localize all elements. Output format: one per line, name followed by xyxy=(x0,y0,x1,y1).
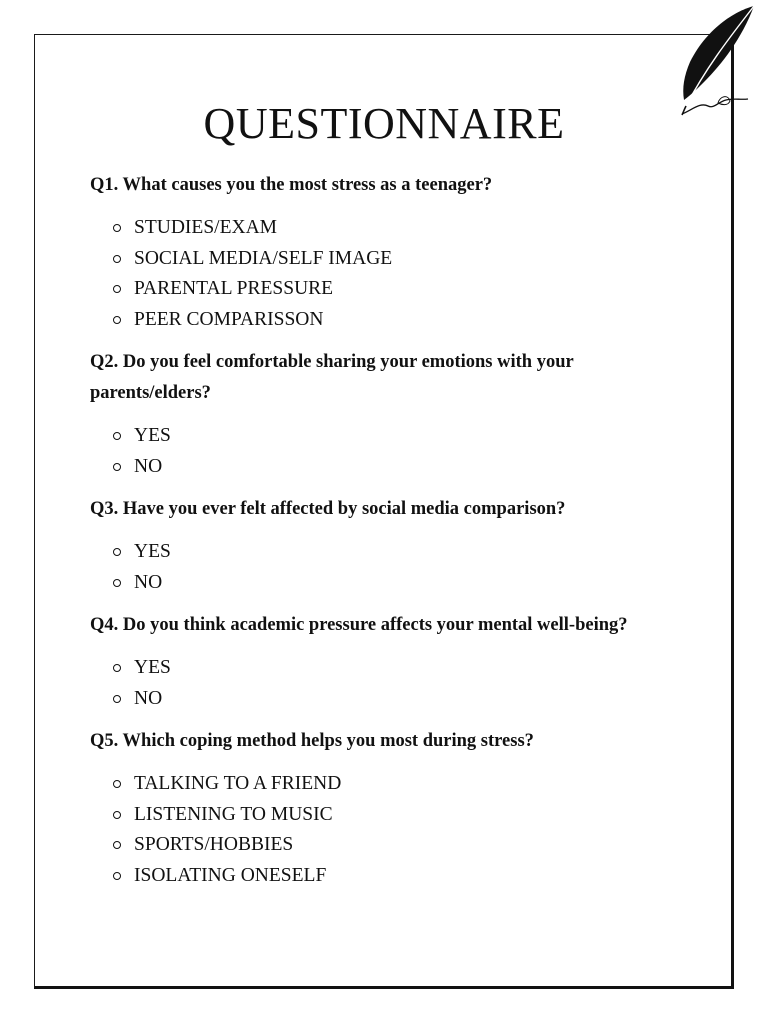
option-label: TALKING TO A FRIEND xyxy=(134,773,342,794)
circle-bullet-icon xyxy=(113,780,121,788)
option-label: YES xyxy=(134,657,171,678)
circle-bullet-icon xyxy=(113,285,121,293)
question-block-3 xyxy=(90,494,690,598)
questionnaire-body xyxy=(90,170,690,891)
option-label: PEER COMPARISSON xyxy=(134,308,324,330)
circle-bullet-icon xyxy=(113,255,121,263)
circle-bullet-icon xyxy=(113,695,121,703)
circle-bullet-icon xyxy=(113,432,121,440)
question-1-text: Q1. What causes you the most stress as a teenager? xyxy=(90,175,493,195)
option-item[interactable] xyxy=(90,653,690,684)
option-item[interactable] xyxy=(90,769,690,800)
circle-bullet-icon xyxy=(113,224,121,232)
question-2-text: Q2. Do you feel comfortable sharing your emotions with your parents/elders? xyxy=(90,352,574,403)
option-item[interactable] xyxy=(90,274,690,305)
circle-bullet-icon xyxy=(113,811,121,819)
option-item[interactable] xyxy=(90,244,690,275)
question-4-options xyxy=(90,653,690,714)
option-item[interactable] xyxy=(90,800,690,831)
circle-bullet-icon xyxy=(113,664,121,672)
circle-bullet-icon xyxy=(113,463,121,471)
question-5-text: Q5. Which coping method helps you most during stress? xyxy=(90,731,534,751)
circle-bullet-icon xyxy=(113,548,121,556)
page-title: QUESTIONNAIRE xyxy=(203,99,565,148)
option-label: STUDIES/EXAM xyxy=(134,217,278,238)
question-block-4 xyxy=(90,610,690,714)
question-1-options xyxy=(90,213,690,335)
option-item[interactable] xyxy=(90,305,690,336)
option-item[interactable] xyxy=(90,684,690,715)
option-label: PARENTAL PRESSURE xyxy=(134,278,334,299)
question-3-text: Q3. Have you ever felt affected by social media comparison? xyxy=(90,499,566,519)
question-3-options xyxy=(90,537,690,598)
option-label: NO xyxy=(134,455,163,477)
option-label: YES xyxy=(134,541,171,562)
question-block-5 xyxy=(90,726,690,891)
question-2-options xyxy=(90,421,690,482)
question-block-2 xyxy=(90,347,690,482)
circle-bullet-icon xyxy=(113,841,121,849)
question-5-options xyxy=(90,769,690,891)
option-item[interactable] xyxy=(90,421,690,452)
option-item[interactable] xyxy=(90,213,690,244)
circle-bullet-icon xyxy=(113,316,121,324)
option-label: NO xyxy=(134,687,163,709)
option-label: ISOLATING ONESELF xyxy=(134,864,327,886)
option-item[interactable] xyxy=(90,830,690,861)
option-item[interactable] xyxy=(90,568,690,599)
circle-bullet-icon xyxy=(113,872,121,880)
question-4-text: Q4. Do you think academic pressure affects your mental well-being? xyxy=(90,615,628,635)
option-item[interactable] xyxy=(90,861,690,892)
option-label: LISTENING TO MUSIC xyxy=(134,803,333,825)
question-block-1 xyxy=(90,170,690,335)
circle-bullet-icon xyxy=(113,579,121,587)
option-item[interactable] xyxy=(90,452,690,483)
option-label: SOCIAL MEDIA/SELF IMAGE xyxy=(134,247,393,269)
option-label: SPORTS/HOBBIES xyxy=(134,834,294,855)
option-label: NO xyxy=(134,571,163,593)
option-label: YES xyxy=(134,425,171,446)
option-item[interactable] xyxy=(90,537,690,568)
